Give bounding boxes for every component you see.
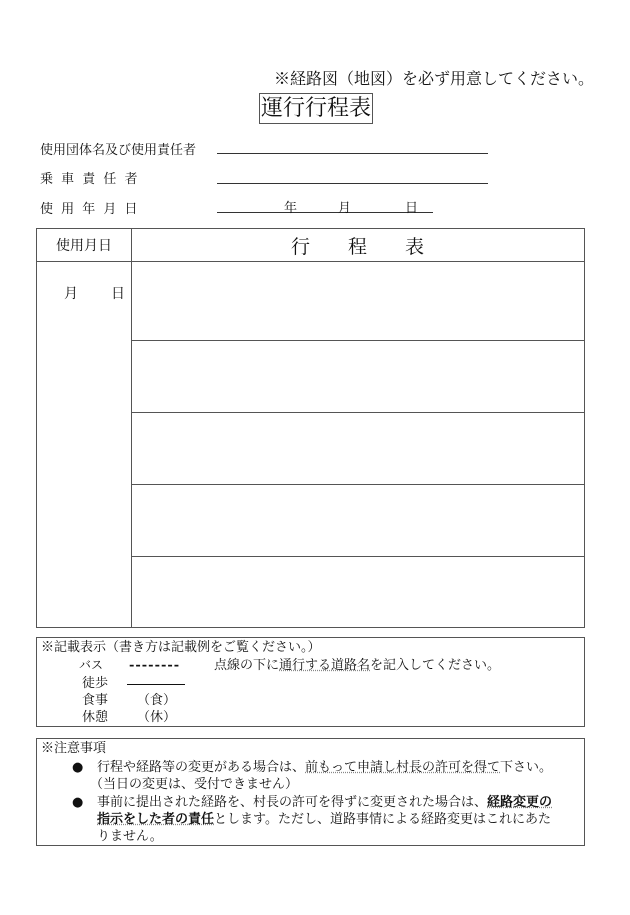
col-itinerary-header: 行 程 表 [290, 236, 424, 258]
row-divider [131, 484, 584, 485]
note-text: 事前に提出された経路を、村長の許可を得ずに変更された場合は、 [97, 795, 488, 810]
note-item-2 [97, 794, 552, 811]
row-divider [131, 412, 584, 413]
row-divider [131, 556, 584, 557]
note-item-2-line3: りません。 [97, 829, 163, 844]
note-bold: 指示をした者の責任 [97, 812, 215, 827]
legend-walk-line [127, 684, 185, 685]
map-required-note: ※経路図（地図）を必ず用意してください。 [274, 69, 595, 88]
legend-rest-label: 休憩 [82, 710, 109, 725]
itinerary-table [36, 228, 585, 628]
bullet-icon: ● [72, 795, 84, 810]
row-divider [131, 340, 584, 341]
legend-walk-label: 徒歩 [82, 676, 109, 691]
page-title: 運行行程表 [259, 93, 373, 124]
legend-meal-mark: （食） [137, 693, 177, 708]
group-input-line[interactable] [217, 153, 488, 154]
note-text: 行程や経路等の変更がある場合は、 [97, 760, 306, 775]
note-underlined: 通行する道路名 [279, 658, 371, 673]
note-item-1-sub: （当日の変更は、受付できません） [90, 777, 299, 792]
note-item-2-line2 [97, 811, 551, 828]
note-bold: 経路変更の [487, 795, 553, 810]
notes-title: ※注意事項 [41, 741, 107, 756]
col-date-header: 使用月日 [56, 238, 112, 254]
legend-rest-mark: （休） [137, 710, 177, 725]
legend-title: ※記載表示（書き方は記載例をご覧ください。） [41, 640, 321, 655]
month-label: 月 [338, 201, 352, 216]
note-text: を記入してください。 [370, 658, 501, 673]
day-cell: 日 [111, 286, 125, 302]
legend-bus-label: バス [79, 658, 104, 672]
driver-input-line[interactable] [217, 183, 488, 184]
note-text: 点線の下に [214, 658, 280, 673]
note-item-1 [97, 759, 552, 776]
note-text: とします。ただし、道路事情による経路変更はこれにあた [214, 812, 551, 827]
note-text: 下さい。 [500, 760, 553, 775]
notes-box [36, 738, 585, 846]
day-label: 日 [405, 201, 419, 216]
column-divider [131, 229, 132, 627]
date-input-line[interactable] [217, 212, 433, 213]
month-cell: 月 [64, 286, 78, 302]
legend-bus-note [214, 657, 500, 674]
bullet-icon: ● [72, 760, 84, 775]
date-label: 使 用 年 月 日 [40, 202, 140, 217]
legend-bus-mark: -------- [129, 658, 181, 673]
group-label: 使用団体名及び使用責任者 [40, 143, 197, 158]
note-underlined: 前もって申請し村長の許可を得て [305, 760, 501, 775]
legend-box [36, 637, 585, 727]
driver-label: 乗 車 責 任 者 [40, 172, 140, 187]
year-label: 年 [284, 201, 298, 216]
legend-meal-label: 食事 [82, 693, 109, 708]
